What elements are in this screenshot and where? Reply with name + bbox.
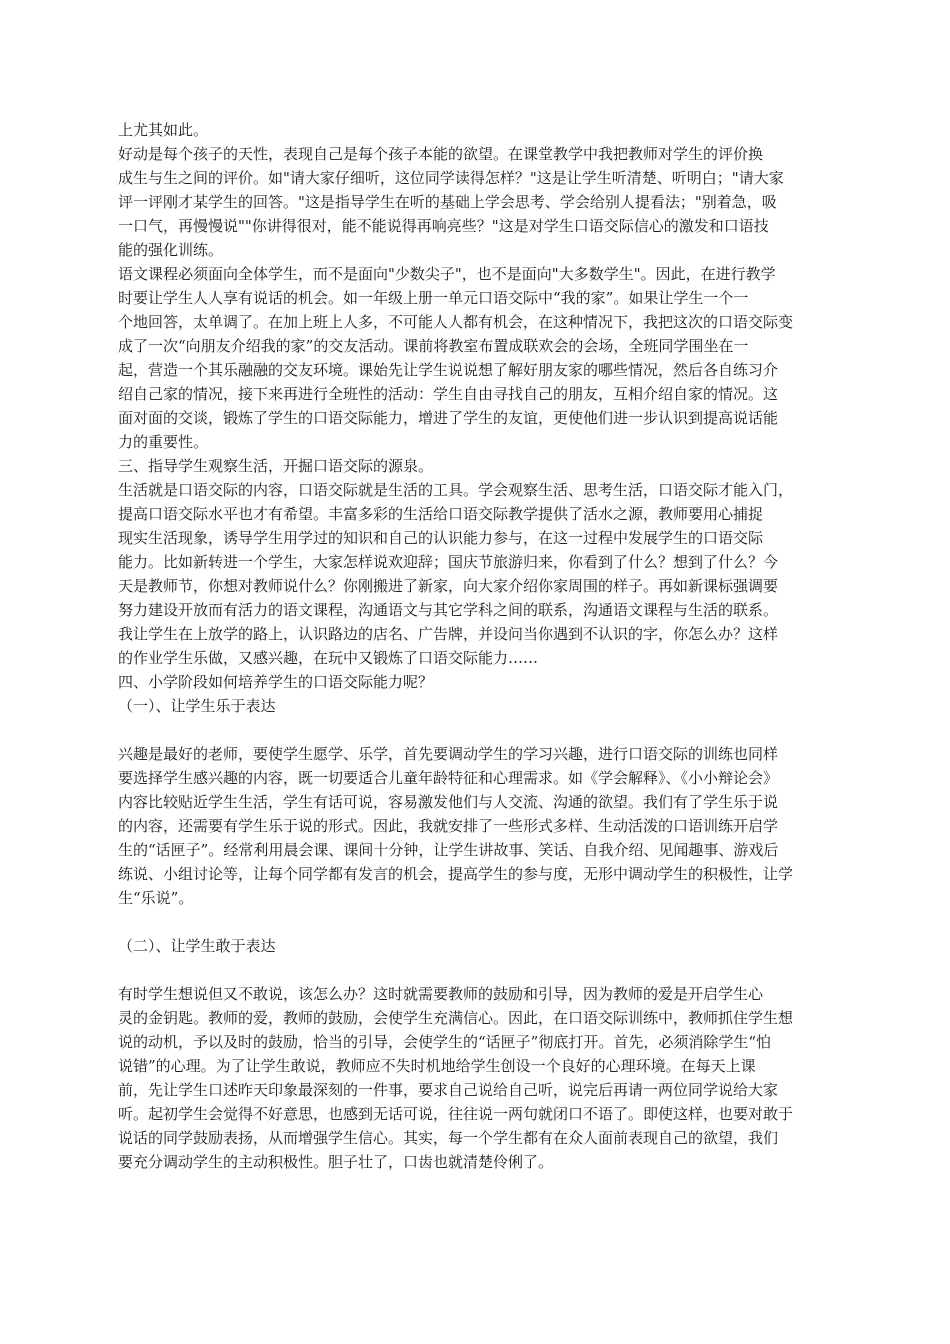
text-line: （二）、让学生敢于表达: [118, 937, 276, 955]
text-line: 起，营造一个其乐融融的交友环境。课始先让学生说说想了解好朋友家的哪些情况，然后各自练习介: [118, 361, 779, 379]
text-line: 能的强化训练。: [118, 241, 224, 259]
text-line: 说错”的心理。为了让学生敢说，教师应不失时机地给学生创设一个良好的心理环境。在每天上课: [118, 1057, 756, 1075]
text-line: 的作业学生乐做，又感兴趣，在玩中又锻炼了口语交际能力……: [118, 649, 539, 667]
text-line: 现实生活现象，诱导学生用学过的知识和自己的认识能力参与，在这一过程中发展学生的口语交际: [118, 529, 764, 547]
text-line: 一口气，再慢慢说""你讲得很对，能不能说得再响亮些？"这是对学生口语交际信心的激发和口语技: [118, 217, 769, 235]
text-line: 听。起初学生会觉得不好意思，也感到无话可说，往往说一两句就闭口不语了。即使这样，也要对敢于: [118, 1105, 794, 1123]
text-line: 好动是每个孩子的天性，表现自己是每个孩子本能的欲望。在课堂教学中我把教师对学生的评价换: [118, 145, 764, 163]
text-line: 要选择学生感兴趣的内容，既一切要适合儿童年龄特征和心理需求。如《学会解释》、《小小辩论会》: [118, 769, 779, 787]
text-line: 说的动机，予以及时的鼓励，恰当的引导，会使学生的“话匣子”彻底打开。首先，必须消除学生“怕: [118, 1033, 772, 1051]
text-line: 生的“话匣子”。经常利用晨会课、课间十分钟，让学生讲故事、笑话、自我介绍、见闻趣事、游戏后: [118, 841, 779, 859]
text-line: 有时学生想说但又不敢说，该怎么办？这时就需要教师的鼓励和引导，因为教师的爱是开启学生心: [118, 985, 764, 1003]
blank-line: [118, 910, 840, 934]
text-line: 练说、小组讨论等，让每个同学都有发言的机会，提高学生的参与度，无形中调动学生的积极性，让学: [118, 865, 794, 883]
text-line: 前，先让学生口述昨天印象最深刻的一件事，要求自己说给自己听，说完后再请一两位同学说给大家: [118, 1081, 779, 1099]
text-line: 成生与生之间的评价。如"请大家仔细听，这位同学读得怎样？"这是让学生听清楚、听明白；"请大家: [118, 169, 784, 187]
text-line: 生“乐说”。: [118, 889, 194, 907]
text-line: 三、指导学生观察生活，开掘口语交际的源泉。: [118, 457, 434, 475]
text-line: 力的重要性。: [118, 433, 209, 451]
text-line: 天是教师节，你想对教师说什么？你刚搬进了新家，向大家介绍你家周围的样子。再如新课标强调要: [118, 577, 779, 595]
text-line: 评一评刚才某学生的回答。"这是指导学生在听的基础上学会思考、学会给别人提看法；"别着急，吸: [118, 193, 777, 211]
text-line: 语文课程必须面向全体学生，而不是面向"少数尖子"，也不是面向"大多数学生"。因此，在进行教学: [118, 265, 776, 283]
text-line: 我让学生在上放学的路上，认识路边的店名、广告牌，并设问当你遇到不认识的字，你怎么办？这样: [118, 625, 779, 643]
blank-line: [118, 718, 840, 742]
text-line: 内容比较贴近学生生活，学生有话可说，容易激发他们与人交流、沟通的欲望。我们有了学生乐于说: [118, 793, 779, 811]
text-line: 生活就是口语交际的内容，口语交际就是生活的工具。学会观察生活、思考生活，口语交际才能入门，: [118, 481, 794, 499]
document-page: [118, 118, 840, 1174]
blank-line: [118, 958, 840, 982]
text-line: 要充分调动学生的主动积极性。胆子壮了，口齿也就清楚伶俐了。: [118, 1153, 554, 1171]
text-line: 能力。比如新转进一个学生，大家怎样说欢迎辞；国庆节旅游归来，你看到了什么？想到了什么？今: [118, 553, 779, 571]
text-line: 四、小学阶段如何培养学生的口语交际能力呢？: [118, 673, 434, 691]
text-line: 时要让学生人人享有说话的机会。如一年级上册一单元口语交际中“我的家”。如果让学生一个一: [118, 289, 749, 307]
text-line: 灵的金钥匙。教师的爱，教师的鼓励，会使学生充满信心。因此，在口语交际训练中，教师抓住学生想: [118, 1009, 794, 1027]
text-line: 个地回答，太单调了。在加上班上人多，不可能人人都有机会，在这种情况下，我把这次的口语交际变: [118, 313, 794, 331]
text-line: 绍自己家的情况，接下来再进行全班性的活动：学生自由寻找自己的朋友，互相介绍自家的情况。这: [118, 385, 779, 403]
text-line: 说话的同学鼓励表扬，从而增强学生信心。其实，每一个学生都有在众人面前表现自己的欲望，我们: [118, 1129, 779, 1147]
text-line: 提高口语交际水平也才有希望。丰富多彩的生活给口语交际教学提供了活水之源，教师要用心捕捉: [118, 505, 764, 523]
text-line: 的内容，还需要有学生乐于说的形式。因此，我就安排了一些形式多样、生动活泼的口语训练开启学: [118, 817, 779, 835]
text-line: （一）、让学生乐于表达: [118, 697, 276, 715]
text-line: 上尤其如此。: [118, 121, 209, 139]
text-line: 成了一次“向朋友介绍我的家”的交友活动。课前将教室布置成联欢会的会场，全班同学围坐在一: [118, 337, 749, 355]
text-line: 面对面的交谈，锻炼了学生的口语交际能力，增进了学生的友谊，更使他们进一步认识到提高说话能: [118, 409, 779, 427]
text-line: 努力建设开放而有活力的语文课程，沟通语文与其它学科之间的联系，沟通语文课程与生活的联系。: [118, 601, 779, 619]
text-line: 兴趣是最好的老师，要使学生愿学、乐学，首先要调动学生的学习兴趣，进行口语交际的训练也同样: [118, 745, 779, 763]
